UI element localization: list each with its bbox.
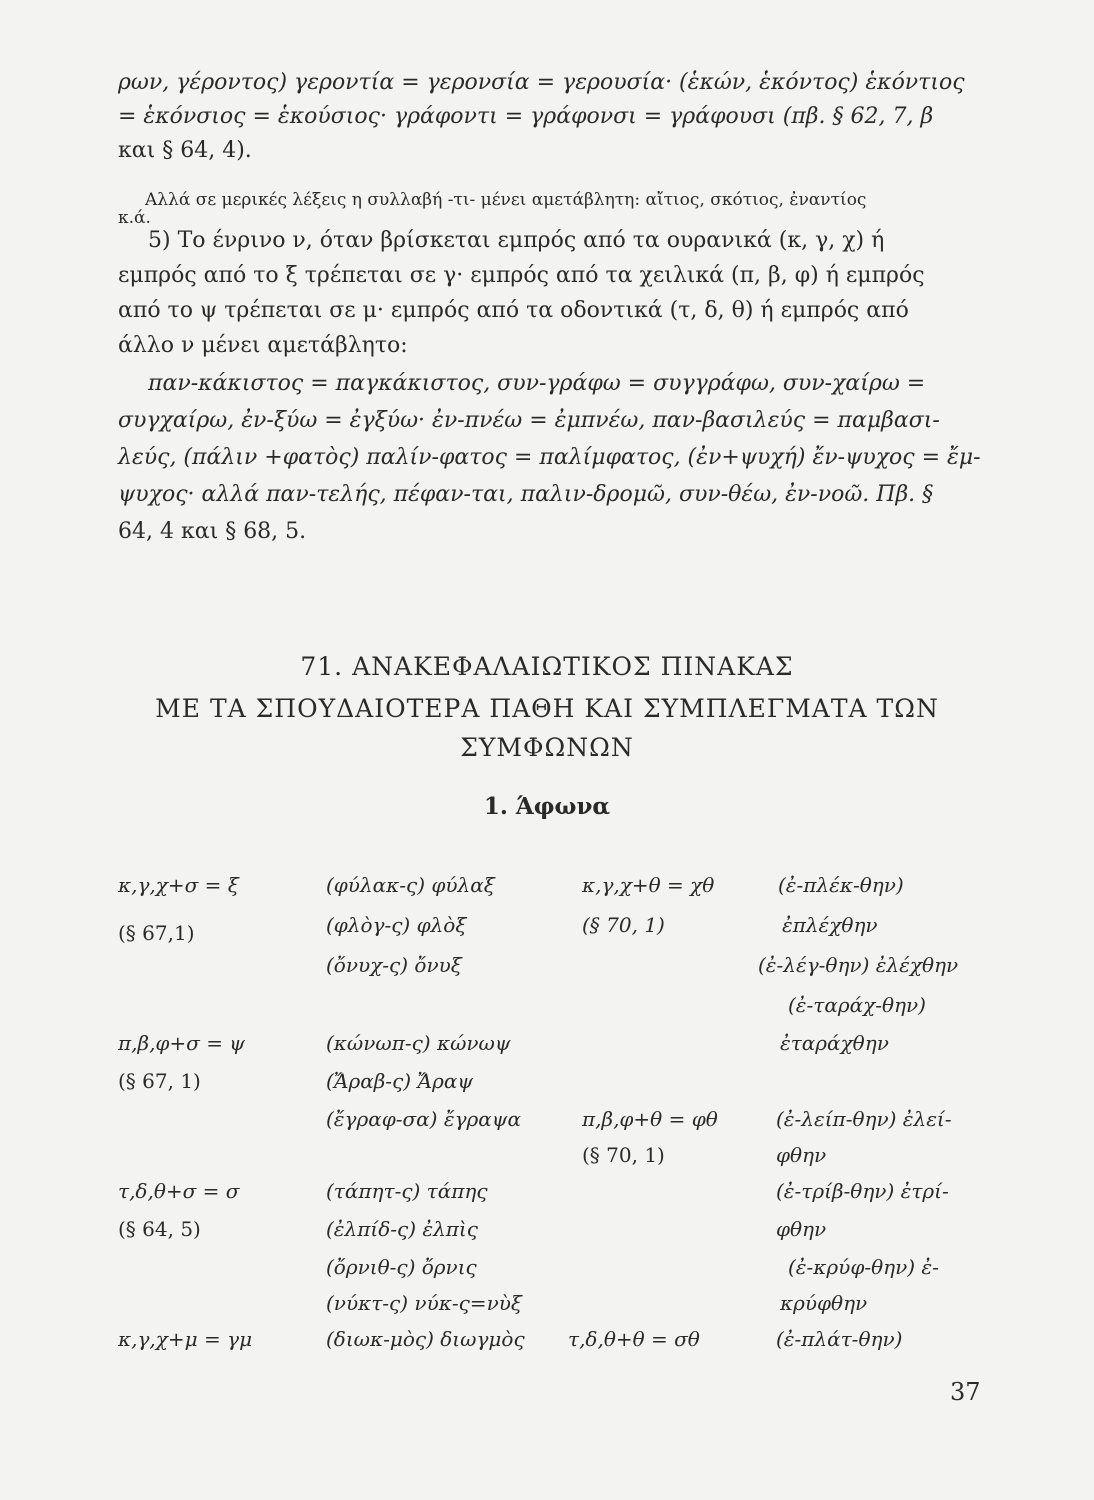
example-line: συγχαίρω, ἐν-ξύω = ἐγξύω· ἐν-πνέω = ἐμπνέω, παν-βασιλεύς = παμβασι-	[118, 408, 940, 433]
table-cell: (ἔγραφ-σα) ἔγραψα	[326, 1107, 521, 1131]
body-line: ρων, γέροντος) γεροντία = γερονσία = γερουσία· (ἑκών, ἑκόντος) ἑκόντιος	[118, 70, 965, 95]
page-number: 37	[950, 1378, 981, 1406]
note-line: Αλλά σε μερικές λέξεις η συλλαβή -τι- μένει αμετάβλητη: αἴτιος, σκότιος, ἐναντίος	[145, 190, 867, 210]
table-cell: (§ 64, 5)	[118, 1217, 201, 1241]
table-cell: κ,γ,χ+μ = γμ	[118, 1327, 253, 1351]
table-cell: (§ 70, 1)	[582, 1143, 665, 1167]
subsection-title: 1. Άφωνα	[483, 793, 611, 820]
table-cell: (ἐ-κρύφ-θην) ἐ-	[788, 1255, 939, 1279]
example-line: λεύς, (πάλιν +φατὸς) παλίν-φατος = παλίμφατος, (ἐν+ψυχή) ἔν-ψυχος = ἔμ-	[118, 445, 981, 470]
table-cell: (ἐ-πλέκ-θην)	[778, 873, 904, 897]
table-cell: (διωκ-μὸς) διωγμὸς	[326, 1327, 525, 1351]
rule-line: άλλο ν μένει αμετάβλητο:	[118, 333, 408, 358]
table-cell: (ὄρνιθ-ς) ὄρνις	[326, 1255, 477, 1279]
table-cell: (ἐ-πλάτ-θην)	[776, 1327, 903, 1351]
section-title: 71. ΑΝΑΚΕΦΑΛΑΙΩΤΙΚΟΣ ΠΙΝΑΚΑΣ	[300, 652, 794, 681]
example-line: 64, 4 και § 68, 5.	[118, 519, 307, 544]
example-line: ψυχος· αλλά παν-τελής, πέφαν-ται, παλιν-δρομῶ, συν-θέω, ἐν-νοῶ. Πβ. §	[118, 482, 934, 507]
rule-line: εμπρός από το ξ τρέπεται σε γ· εμπρός από τα χειλικά (π, β, φ) ή εμπρός	[118, 263, 925, 288]
table-cell: (§ 70, 1)	[582, 913, 665, 937]
table-cell: κ,γ,χ+σ = ξ	[118, 873, 239, 897]
example-line: παν-κάκιστος = παγκάκιστος, συν-γράφω = συγγράφω, συν-χαίρω =	[148, 371, 926, 396]
section-title: ΜΕ ΤΑ ΣΠΟΥΔΑΙΟΤΕΡΑ ΠΑΘΗ ΚΑΙ ΣΥΜΠΛΕΓΜΑΤΑ ΤΩΝ	[155, 694, 939, 723]
table-cell: (κώνωπ-ς) κώνωψ	[326, 1031, 511, 1055]
table-cell: (ἐ-λείπ-θην) ἐλεί-	[776, 1107, 952, 1131]
table-cell: (ἐ-τρίβ-θην) ἐτρί-	[776, 1179, 949, 1203]
rule-line: από το ψ τρέπεται σε μ· εμπρός από τα οδοντικά (τ, δ, θ) ή εμπρός από	[118, 298, 909, 323]
table-cell: (φύλακ-ς) φύλαξ	[326, 873, 495, 897]
table-cell: (§ 67, 1)	[118, 1069, 201, 1093]
table-cell: (νύκτ-ς) νύκ-ς=νὺξ	[326, 1291, 522, 1315]
table-cell: τ,δ,θ+θ = σθ	[568, 1327, 700, 1351]
table-cell: φθην	[776, 1217, 827, 1241]
table-cell: (§ 67,1)	[118, 921, 195, 945]
table-cell: τ,δ,θ+σ = σ	[118, 1179, 240, 1203]
table-cell: (ἐ-ταράχ-θην)	[788, 993, 926, 1017]
rule-line: 5) Το ένρινο ν, όταν βρίσκεται εμπρός από τα ουρανικά (κ, γ, χ) ή	[148, 228, 885, 253]
table-cell: ἐταράχθην	[780, 1031, 889, 1055]
table-cell: κ,γ,χ+θ = χθ	[582, 873, 715, 897]
table-cell: ἐπλέχθην	[782, 913, 878, 937]
note-line: κ.ά.	[118, 208, 151, 228]
table-cell: (ἐ-λέγ-θην) ἐλέχθην	[758, 953, 959, 977]
table-cell: π,β,φ+θ = φθ	[582, 1107, 718, 1131]
body-line: = ἑκόνσιος = ἑκούσιος· γράφοντι = γράφονσι = γράφουσι (πβ. § 62, 7, β	[118, 104, 934, 129]
section-title: ΣΥΜΦΩΝΩΝ	[460, 733, 634, 762]
table-cell: (τάπητ-ς) τάπης	[326, 1179, 488, 1203]
table-cell: (φλὸγ-ς) φλὸξ	[326, 913, 467, 937]
table-cell: π,β,φ+σ = ψ	[118, 1031, 245, 1055]
table-cell: (ὄνυχ-ς) ὄνυξ	[326, 953, 462, 977]
table-cell: (ἐλπίδ-ς) ἐλπὶς	[326, 1217, 478, 1241]
table-cell: κρύφθην	[780, 1291, 868, 1315]
table-cell: φθην	[776, 1143, 827, 1167]
body-line: και § 64, 4).	[118, 138, 252, 163]
table-cell: (Ἄραβ-ς) Ἄραψ	[326, 1069, 474, 1093]
